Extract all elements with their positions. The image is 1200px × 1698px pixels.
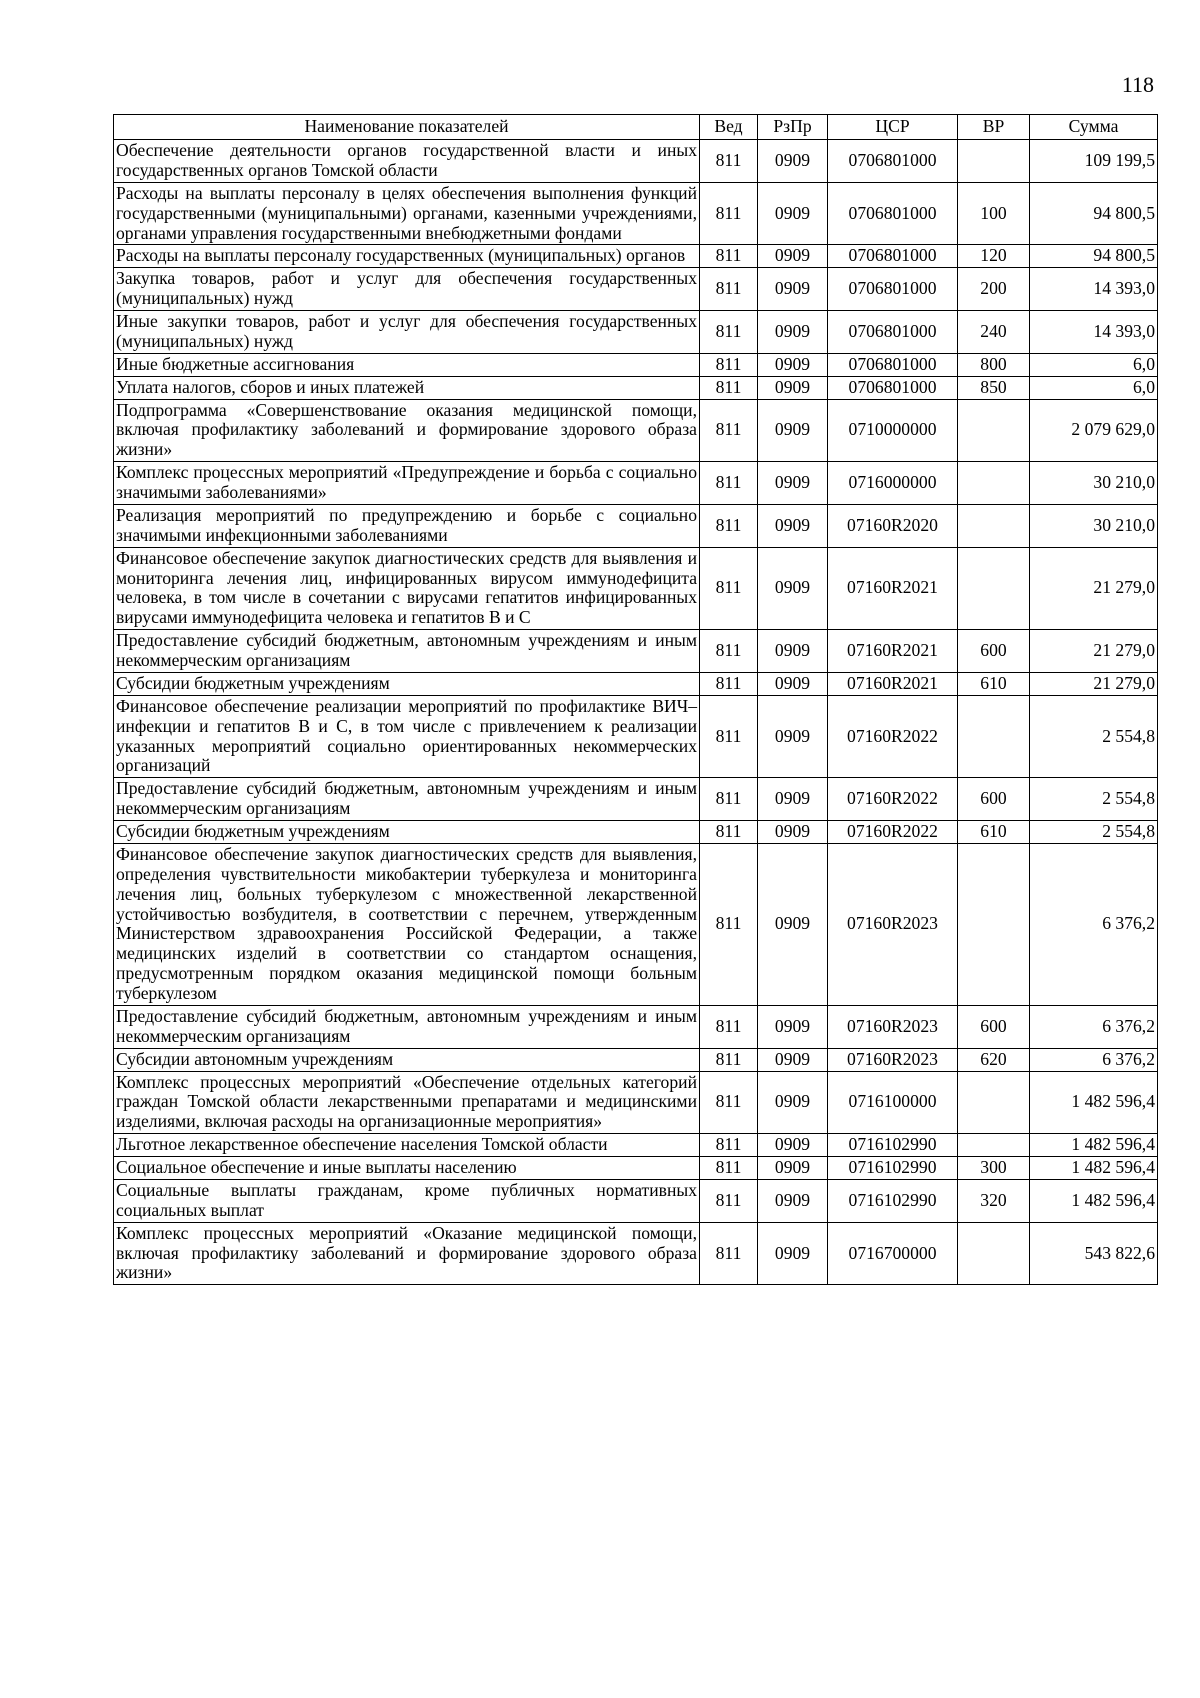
cell-ved: 811 — [700, 547, 758, 630]
cell-rzpr: 0909 — [758, 843, 828, 1005]
cell-sum: 30 210,0 — [1030, 462, 1158, 505]
cell-sum: 2 554,8 — [1030, 821, 1158, 844]
cell-sum: 1 482 596,4 — [1030, 1157, 1158, 1180]
cell-sum: 1 482 596,4 — [1030, 1134, 1158, 1157]
cell-rzpr: 0909 — [758, 672, 828, 695]
cell-ved: 811 — [700, 399, 758, 462]
cell-sum: 1 482 596,4 — [1030, 1071, 1158, 1134]
cell-sum: 21 279,0 — [1030, 672, 1158, 695]
cell-csr: 0710000000 — [828, 399, 958, 462]
cell-rzpr: 0909 — [758, 462, 828, 505]
cell-vr: 800 — [958, 353, 1030, 376]
table-row — [114, 695, 1158, 778]
cell-name: Финансовое обеспечение закупок диагностических средств для выявления, определения чувствительности микобактерии туберкулеза и мониторинга лечения лиц, больных туберкулезом с множественной лекарственной устойчивостью возбудителя, в соответствии с перечнем, утвержденным Министерством здравоохранения Российской Федерации, а также медицинских изделий в соответствии со стандартом оснащения, предусмотренным порядком оказания медицинской помощи больным туберкулезом — [114, 843, 700, 1005]
cell-vr: 850 — [958, 376, 1030, 399]
cell-csr: 0716700000 — [828, 1222, 958, 1285]
cell-name: Социальное обеспечение и иные выплаты населению — [114, 1157, 700, 1180]
cell-name: Финансовое обеспечение закупок диагностических средств для выявления и мониторинга лечения лиц, инфицированных вирусом иммунодефицита человека, в том числе в сочетании с вирусами гепатитов инфицированных вирусами иммунодефицита человека и гепатитов B и C — [114, 547, 700, 630]
table-row — [114, 462, 1158, 505]
table-header — [114, 115, 1158, 140]
cell-name: Уплата налогов, сборов и иных платежей — [114, 376, 700, 399]
table-row — [114, 547, 1158, 630]
cell-vr — [958, 504, 1030, 547]
cell-rzpr: 0909 — [758, 399, 828, 462]
cell-name: Комплекс процессных мероприятий «Предупреждение и борьба с социально значимыми заболеваниями» — [114, 462, 700, 505]
cell-sum: 14 393,0 — [1030, 268, 1158, 311]
cell-ved: 811 — [700, 1157, 758, 1180]
cell-vr — [958, 1222, 1030, 1285]
cell-ved: 811 — [700, 843, 758, 1005]
table-row — [114, 672, 1158, 695]
cell-rzpr: 0909 — [758, 140, 828, 183]
cell-rzpr: 0909 — [758, 1071, 828, 1134]
cell-rzpr: 0909 — [758, 1222, 828, 1285]
table-row — [114, 1222, 1158, 1285]
header-rzpr: РзПр — [758, 115, 828, 140]
cell-csr: 0706801000 — [828, 182, 958, 245]
cell-name: Субсидии бюджетным учреждениям — [114, 672, 700, 695]
cell-csr: 07160R2022 — [828, 778, 958, 821]
cell-ved: 811 — [700, 245, 758, 268]
cell-vr — [958, 1071, 1030, 1134]
table-row — [114, 1048, 1158, 1071]
cell-name: Льготное лекарственное обеспечение населения Томской области — [114, 1134, 700, 1157]
cell-ved: 811 — [700, 182, 758, 245]
cell-vr — [958, 547, 1030, 630]
cell-rzpr: 0909 — [758, 1134, 828, 1157]
cell-name: Предоставление субсидий бюджетным, автономным учреждениям и иным некоммерческим организациям — [114, 630, 700, 673]
cell-name: Комплекс процессных мероприятий «Оказание медицинской помощи, включая профилактику заболеваний и формирование здорового образа жизни» — [114, 1222, 700, 1285]
header-name: Наименование показателей — [114, 115, 700, 140]
cell-ved: 811 — [700, 311, 758, 354]
cell-sum: 543 822,6 — [1030, 1222, 1158, 1285]
cell-csr: 0716100000 — [828, 1071, 958, 1134]
cell-csr: 07160R2020 — [828, 504, 958, 547]
cell-rzpr: 0909 — [758, 547, 828, 630]
cell-csr: 07160R2022 — [828, 695, 958, 778]
cell-csr: 0716000000 — [828, 462, 958, 505]
cell-ved: 811 — [700, 376, 758, 399]
cell-sum: 6 376,2 — [1030, 843, 1158, 1005]
cell-ved: 811 — [700, 268, 758, 311]
cell-vr: 300 — [958, 1157, 1030, 1180]
cell-ved: 811 — [700, 630, 758, 673]
cell-sum: 94 800,5 — [1030, 182, 1158, 245]
cell-sum: 1 482 596,4 — [1030, 1179, 1158, 1222]
cell-name: Реализация мероприятий по предупреждению и борьбе с социально значимыми инфекционными заболеваниями — [114, 504, 700, 547]
cell-vr: 600 — [958, 630, 1030, 673]
cell-vr: 240 — [958, 311, 1030, 354]
cell-rzpr: 0909 — [758, 821, 828, 844]
header-row — [114, 115, 1158, 140]
cell-vr: 600 — [958, 778, 1030, 821]
cell-rzpr: 0909 — [758, 1157, 828, 1180]
table-row — [114, 504, 1158, 547]
cell-sum: 94 800,5 — [1030, 245, 1158, 268]
cell-csr: 07160R2023 — [828, 1005, 958, 1048]
cell-vr: 200 — [958, 268, 1030, 311]
table-row — [114, 140, 1158, 183]
cell-ved: 811 — [700, 1071, 758, 1134]
cell-sum: 30 210,0 — [1030, 504, 1158, 547]
cell-name: Иные закупки товаров, работ и услуг для обеспечения государственных (муниципальных) нужд — [114, 311, 700, 354]
cell-vr: 610 — [958, 672, 1030, 695]
cell-sum: 6 376,2 — [1030, 1048, 1158, 1071]
cell-rzpr: 0909 — [758, 695, 828, 778]
table-row — [114, 1005, 1158, 1048]
cell-sum: 2 079 629,0 — [1030, 399, 1158, 462]
cell-rzpr: 0909 — [758, 1005, 828, 1048]
table-row — [114, 245, 1158, 268]
cell-vr — [958, 843, 1030, 1005]
cell-name: Закупка товаров, работ и услуг для обеспечения государственных (муниципальных) нужд — [114, 268, 700, 311]
cell-csr: 07160R2022 — [828, 821, 958, 844]
table-row — [114, 1179, 1158, 1222]
cell-sum: 6,0 — [1030, 353, 1158, 376]
cell-rzpr: 0909 — [758, 630, 828, 673]
table-row — [114, 778, 1158, 821]
cell-ved: 811 — [700, 353, 758, 376]
cell-vr — [958, 399, 1030, 462]
cell-rzpr: 0909 — [758, 778, 828, 821]
cell-ved: 811 — [700, 462, 758, 505]
page-number: 118 — [1121, 72, 1154, 97]
cell-csr: 0706801000 — [828, 245, 958, 268]
table-row — [114, 182, 1158, 245]
cell-vr: 610 — [958, 821, 1030, 844]
cell-ved: 811 — [700, 1222, 758, 1285]
cell-name: Комплекс процессных мероприятий «Обеспечение отдельных категорий граждан Томской области лекарственными препаратами и медицинскими изделиями, включая расходы на организационные мероприятия» — [114, 1071, 700, 1134]
cell-vr — [958, 1134, 1030, 1157]
cell-name: Расходы на выплаты персоналу в целях обеспечения выполнения функций государственными (муниципальными) органами, казенными учреждениями, органами управления государственными внебюджетными фондами — [114, 182, 700, 245]
cell-name: Субсидии автономным учреждениям — [114, 1048, 700, 1071]
cell-ved: 811 — [700, 1134, 758, 1157]
cell-name: Подпрограмма «Совершенствование оказания медицинской помощи, включая профилактику заболеваний и формирование здорового образа жизни» — [114, 399, 700, 462]
cell-csr: 07160R2021 — [828, 630, 958, 673]
cell-rzpr: 0909 — [758, 376, 828, 399]
table-row — [114, 311, 1158, 354]
cell-vr: 120 — [958, 245, 1030, 268]
cell-ved: 811 — [700, 1048, 758, 1071]
cell-vr: 100 — [958, 182, 1030, 245]
cell-rzpr: 0909 — [758, 1048, 828, 1071]
cell-vr — [958, 140, 1030, 183]
table-row — [114, 353, 1158, 376]
cell-sum: 6 376,2 — [1030, 1005, 1158, 1048]
cell-csr: 07160R2021 — [828, 547, 958, 630]
header-ved: Вед — [700, 115, 758, 140]
cell-sum: 21 279,0 — [1030, 547, 1158, 630]
table-body — [114, 140, 1158, 1285]
cell-csr: 07160R2021 — [828, 672, 958, 695]
cell-rzpr: 0909 — [758, 1179, 828, 1222]
cell-csr: 07160R2023 — [828, 1048, 958, 1071]
table-row — [114, 268, 1158, 311]
cell-vr: 320 — [958, 1179, 1030, 1222]
table-row — [114, 399, 1158, 462]
cell-sum: 14 393,0 — [1030, 311, 1158, 354]
cell-name: Субсидии бюджетным учреждениям — [114, 821, 700, 844]
cell-sum: 2 554,8 — [1030, 778, 1158, 821]
budget-table — [113, 114, 1158, 1285]
cell-sum: 21 279,0 — [1030, 630, 1158, 673]
header-csr: ЦСР — [828, 115, 958, 140]
cell-vr: 620 — [958, 1048, 1030, 1071]
cell-rzpr: 0909 — [758, 311, 828, 354]
cell-ved: 811 — [700, 140, 758, 183]
cell-name: Обеспечение деятельности органов государственной власти и иных государственных органов Томской области — [114, 140, 700, 183]
cell-csr: 0706801000 — [828, 353, 958, 376]
cell-name: Предоставление субсидий бюджетным, автономным учреждениям и иным некоммерческим организациям — [114, 1005, 700, 1048]
cell-ved: 811 — [700, 672, 758, 695]
cell-name: Социальные выплаты гражданам, кроме публичных нормативных социальных выплат — [114, 1179, 700, 1222]
cell-csr: 0716102990 — [828, 1179, 958, 1222]
cell-csr: 0706801000 — [828, 376, 958, 399]
table-row — [114, 1157, 1158, 1180]
cell-ved: 811 — [700, 1179, 758, 1222]
cell-csr: 0706801000 — [828, 140, 958, 183]
table-row — [114, 1071, 1158, 1134]
cell-csr: 07160R2023 — [828, 843, 958, 1005]
cell-csr: 0706801000 — [828, 311, 958, 354]
cell-vr: 600 — [958, 1005, 1030, 1048]
cell-csr: 0706801000 — [828, 268, 958, 311]
header-sum: Сумма — [1030, 115, 1158, 140]
table-row — [114, 376, 1158, 399]
cell-name: Расходы на выплаты персоналу государственных (муниципальных) органов — [114, 245, 700, 268]
cell-rzpr: 0909 — [758, 504, 828, 547]
cell-name: Предоставление субсидий бюджетным, автономным учреждениям и иным некоммерческим организациям — [114, 778, 700, 821]
cell-rzpr: 0909 — [758, 182, 828, 245]
table-row — [114, 1134, 1158, 1157]
cell-csr: 0716102990 — [828, 1134, 958, 1157]
table-row — [114, 630, 1158, 673]
cell-ved: 811 — [700, 778, 758, 821]
cell-rzpr: 0909 — [758, 353, 828, 376]
cell-rzpr: 0909 — [758, 245, 828, 268]
cell-name: Финансовое обеспечение реализации мероприятий по профилактике ВИЧ–инфекции и гепатитов B и C, в том числе с привлечением к реализации указанных мероприятий социально ориентированных некоммерческих организаций — [114, 695, 700, 778]
cell-name: Иные бюджетные ассигнования — [114, 353, 700, 376]
cell-ved: 811 — [700, 695, 758, 778]
cell-ved: 811 — [700, 1005, 758, 1048]
header-vr: ВР — [958, 115, 1030, 140]
cell-ved: 811 — [700, 504, 758, 547]
cell-sum: 109 199,5 — [1030, 140, 1158, 183]
table-row — [114, 843, 1158, 1005]
cell-csr: 0716102990 — [828, 1157, 958, 1180]
cell-vr — [958, 695, 1030, 778]
cell-sum: 2 554,8 — [1030, 695, 1158, 778]
table-row — [114, 821, 1158, 844]
cell-vr — [958, 462, 1030, 505]
cell-sum: 6,0 — [1030, 376, 1158, 399]
cell-rzpr: 0909 — [758, 268, 828, 311]
cell-ved: 811 — [700, 821, 758, 844]
